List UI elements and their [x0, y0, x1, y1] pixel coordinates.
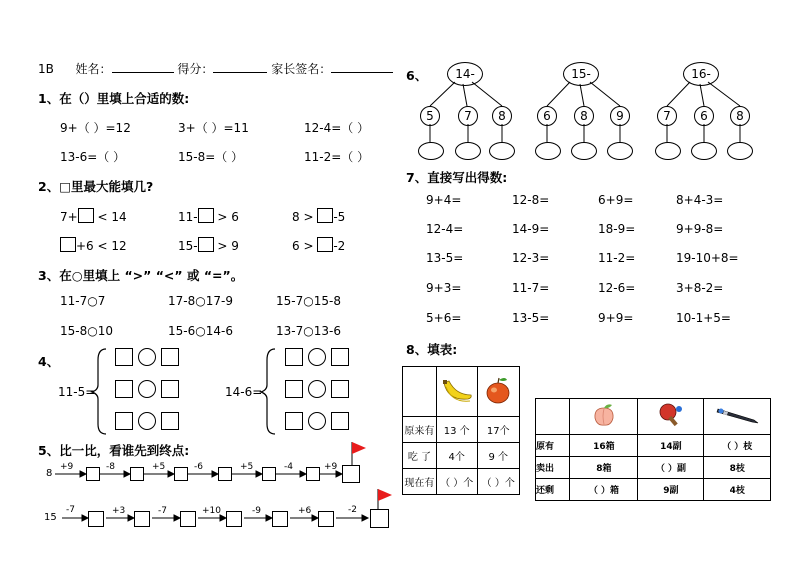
q7-r5-c1[interactable]: 5+6= [426, 311, 462, 325]
answer-oval[interactable] [455, 142, 481, 160]
tree-3-kid-1: 7 [657, 106, 677, 126]
q2-item-2-post: > 6 [213, 210, 239, 224]
row-label: 还剩 [536, 479, 570, 501]
q2-item-2-pre: 11- [178, 210, 198, 224]
q7-r4-c2[interactable]: 11-7= [512, 281, 550, 295]
q7-r1-c2[interactable]: 12-8= [512, 193, 550, 207]
name-label: 姓名： [75, 62, 112, 76]
q6-title: 6、 [406, 68, 428, 83]
fruit-table [402, 366, 520, 495]
q2-item-5-post: > 9 [213, 239, 239, 253]
table-cell: 9 个 [477, 443, 519, 469]
table-cell [403, 367, 437, 417]
ping-pong-paddle-icon [657, 401, 685, 429]
answer-oval[interactable] [571, 142, 597, 160]
q7-r4-c1[interactable]: 9+3= [426, 281, 462, 295]
race1-op-3: +5 [152, 462, 166, 472]
q2-item-6-pre: 6 > [292, 239, 318, 253]
table-cell: 4个 [436, 443, 477, 469]
q1-item-2[interactable]: 3+（ ）=11 [178, 121, 249, 135]
q7-r5-c3[interactable]: 9+9= [598, 311, 634, 325]
answer-box[interactable] [318, 511, 334, 527]
q3-left: 15-7 [276, 294, 304, 308]
q3-title: 3、在○里填上 “>” “<” 或 “=”。 [38, 268, 244, 283]
q7-r1-c1[interactable]: 9+4= [426, 193, 462, 207]
table-cell: 9副 [638, 479, 704, 501]
q3-left: 15-6 [168, 324, 196, 338]
compare-circle-icon[interactable]: ○ [303, 294, 314, 308]
race1-start: 8 [46, 468, 53, 479]
q1-item-5[interactable]: 15-8=（ ） [178, 150, 244, 164]
tree-2-kid-1: 6 [537, 106, 557, 126]
answer-oval[interactable] [489, 142, 515, 160]
answer-cell[interactable]: （ ）枝 [704, 435, 771, 457]
race1-op-2: -8 [106, 462, 115, 472]
answer-box[interactable] [86, 467, 100, 481]
answer-box[interactable] [134, 511, 150, 527]
answer-circle[interactable] [308, 412, 326, 430]
pen-icon [714, 405, 760, 425]
q3-right: 7 [97, 294, 106, 308]
apple-icon [483, 374, 513, 406]
q3-right: 14-6 [205, 324, 233, 338]
q3-left: 15-8 [60, 324, 88, 338]
race1-op-7: +9 [324, 462, 338, 472]
q4-left-expr: 11-5= [58, 385, 96, 399]
answer-circle[interactable] [138, 380, 156, 398]
race1-op-1: +9 [60, 462, 74, 472]
table-cell: 8枝 [704, 457, 771, 479]
row-label: 吃 了 [403, 443, 437, 469]
q8-title: 8、填表: [406, 342, 458, 357]
answer-box[interactable] [180, 511, 196, 527]
answer-circle[interactable] [138, 412, 156, 430]
race2-start: 15 [44, 512, 57, 523]
table-cell: 13 个 [436, 417, 477, 443]
q2-item-3-post: -5 [333, 210, 346, 224]
race1-op-5: +5 [240, 462, 254, 472]
answer-cell[interactable]: （ ）个 [436, 469, 477, 495]
tree-2-kid-3: 9 [610, 106, 630, 126]
table-cell [477, 367, 519, 417]
answer-box[interactable] [115, 380, 133, 398]
tree-1-kid-1: 5 [420, 106, 440, 126]
q3-left: 11-7 [60, 294, 88, 308]
row-label: 原来有 [403, 417, 437, 443]
race2-op-1: -7 [66, 505, 75, 515]
answer-box[interactable] [161, 380, 179, 398]
table-cell: 17个 [477, 417, 519, 443]
q3-right: 15-8 [313, 294, 341, 308]
race2-op-7: -2 [348, 505, 357, 515]
q7-r4-c3[interactable]: 12-6= [598, 281, 636, 295]
answer-box[interactable] [174, 467, 188, 481]
q4-title: 4、 [38, 354, 60, 369]
compare-circle-icon[interactable]: ○ [303, 324, 314, 338]
finish-box-1[interactable] [342, 465, 360, 483]
answer-box[interactable] [161, 348, 179, 366]
answer-cell[interactable]: （ ）箱 [570, 479, 638, 501]
q3-left: 13-7 [276, 324, 304, 338]
answer-oval[interactable] [418, 142, 444, 160]
answer-box[interactable] [285, 412, 303, 430]
race1-op-4: -6 [194, 462, 203, 472]
answer-box[interactable] [130, 467, 144, 481]
answer-box[interactable] [331, 412, 349, 430]
q7-r4-c4[interactable]: 3+8-2= [676, 281, 724, 295]
q7-r1-c3[interactable]: 6+9= [598, 193, 634, 207]
answer-box[interactable] [331, 380, 349, 398]
answer-box[interactable] [115, 348, 133, 366]
q7-r3-c2[interactable]: 12-3= [512, 251, 550, 265]
answer-cell[interactable]: （ ）个 [477, 469, 519, 495]
answer-oval[interactable] [535, 142, 561, 160]
tree-2-top: 15- [563, 62, 599, 86]
answer-circle[interactable] [308, 380, 326, 398]
tree-1-kid-2: 7 [458, 106, 478, 126]
answer-oval[interactable] [655, 142, 681, 160]
answer-box[interactable] [115, 412, 133, 430]
q7-title: 7、直接写出得数: [406, 170, 508, 185]
flag-icon-1 [352, 442, 366, 466]
answer-oval[interactable] [691, 142, 717, 160]
q2-item-3-pre: 8 > [292, 210, 318, 224]
race2-op-4: +10 [202, 506, 221, 516]
row-label: 卖出 [536, 457, 570, 479]
answer-box[interactable] [262, 467, 276, 481]
q7-r2-c4[interactable]: 9+9-8= [676, 222, 724, 236]
parent-sign-label: 家长签名： [271, 62, 332, 76]
table-cell: 4枝 [704, 479, 771, 501]
row-label: 原有 [536, 435, 570, 457]
q7-r3-c1[interactable]: 13-5= [426, 251, 464, 265]
peach-icon [591, 402, 617, 428]
race2-op-6: +6 [298, 506, 312, 516]
answer-oval[interactable] [607, 142, 633, 160]
tree-3-top: 16- [683, 62, 719, 86]
answer-circle[interactable] [308, 348, 326, 366]
q3-right: 10 [97, 324, 113, 338]
q2-title: 2、□里最大能填几? [38, 179, 154, 194]
table-cell [638, 399, 704, 435]
q1-item-3[interactable]: 12-4=（ ） [304, 121, 370, 135]
q7-r5-c2[interactable]: 13-5= [512, 311, 550, 325]
q7-r2-c3[interactable]: 18-9= [598, 222, 636, 236]
answer-box[interactable] [272, 511, 288, 527]
score-label: 得分： [177, 62, 214, 76]
q1-item-4[interactable]: 13-6=（ ） [60, 150, 126, 164]
q7-r3-c4[interactable]: 19-10+8= [676, 251, 739, 265]
row-label: 现在有 [403, 469, 437, 495]
answer-box[interactable] [161, 412, 179, 430]
q2-item-4-post: +6 < 12 [76, 239, 127, 253]
answer-box[interactable] [218, 467, 232, 481]
tree-3-kid-2: 6 [694, 106, 714, 126]
shop-table [535, 398, 771, 501]
tree-1-top: 14- [447, 62, 483, 86]
table-cell [570, 399, 638, 435]
compare-circle-icon[interactable]: ○ [195, 294, 206, 308]
q1-item-1[interactable]: 9+（ ）=12 [60, 121, 131, 135]
race1-op-6: -4 [284, 462, 293, 472]
q3-right: 13-6 [313, 324, 341, 338]
answer-oval[interactable] [727, 142, 753, 160]
worksheet-code: 1B [38, 62, 54, 76]
answer-cell[interactable]: （ ）副 [638, 457, 704, 479]
tree-1-kid-3: 8 [492, 106, 512, 126]
table-cell: 14副 [638, 435, 704, 457]
q2-item-1-pre: 7+ [60, 210, 78, 224]
q2-item-6-post: -2 [333, 239, 346, 253]
race2-op-5: -9 [252, 506, 261, 516]
table-cell: 8箱 [570, 457, 638, 479]
answer-box[interactable] [88, 511, 104, 527]
tree-3-kid-3: 8 [730, 106, 750, 126]
answer-circle[interactable] [138, 348, 156, 366]
banana-icon [440, 373, 474, 407]
q7-r3-c3[interactable]: 11-2= [598, 251, 636, 265]
q5-title: 5、比一比，看谁先到终点: [38, 443, 190, 458]
q7-r1-c4[interactable]: 8+4-3= [676, 193, 724, 207]
race-arrows [0, 440, 400, 560]
table-cell [436, 367, 477, 417]
compare-circle-icon[interactable]: ○ [195, 324, 206, 338]
compare-circle-icon[interactable]: ○ [87, 324, 98, 338]
answer-box[interactable] [331, 348, 349, 366]
q1-item-6[interactable]: 11-2=（ ） [304, 150, 370, 164]
compare-circle-icon[interactable]: ○ [87, 294, 98, 308]
q4-braces [0, 0, 400, 440]
q2-item-5-pre: 15- [178, 239, 198, 253]
race2-op-2: +3 [112, 506, 126, 516]
race2-op-3: -7 [158, 506, 167, 516]
q4-right-expr: 14-6= [225, 385, 263, 399]
q7-r2-c2[interactable]: 14-9= [512, 222, 550, 236]
table-cell [536, 399, 570, 435]
answer-box[interactable] [226, 511, 242, 527]
right-brace-icon [261, 349, 275, 434]
answer-box[interactable] [306, 467, 320, 481]
q7-r2-c1[interactable]: 12-4= [426, 222, 464, 236]
table-cell [704, 399, 771, 435]
finish-box-2[interactable] [370, 509, 389, 528]
q7-r5-c4[interactable]: 10-1+5= [676, 311, 731, 325]
answer-box[interactable] [285, 380, 303, 398]
left-brace-icon [92, 349, 106, 434]
tree-2-kid-2: 8 [574, 106, 594, 126]
q3-right: 17-9 [205, 294, 233, 308]
answer-box[interactable] [285, 348, 303, 366]
table-cell: 16箱 [570, 435, 638, 457]
q3-left: 17-8 [168, 294, 196, 308]
q1-title: 1、在（）里填上合适的数: [38, 91, 190, 106]
q2-item-1-post: < 14 [93, 210, 127, 224]
